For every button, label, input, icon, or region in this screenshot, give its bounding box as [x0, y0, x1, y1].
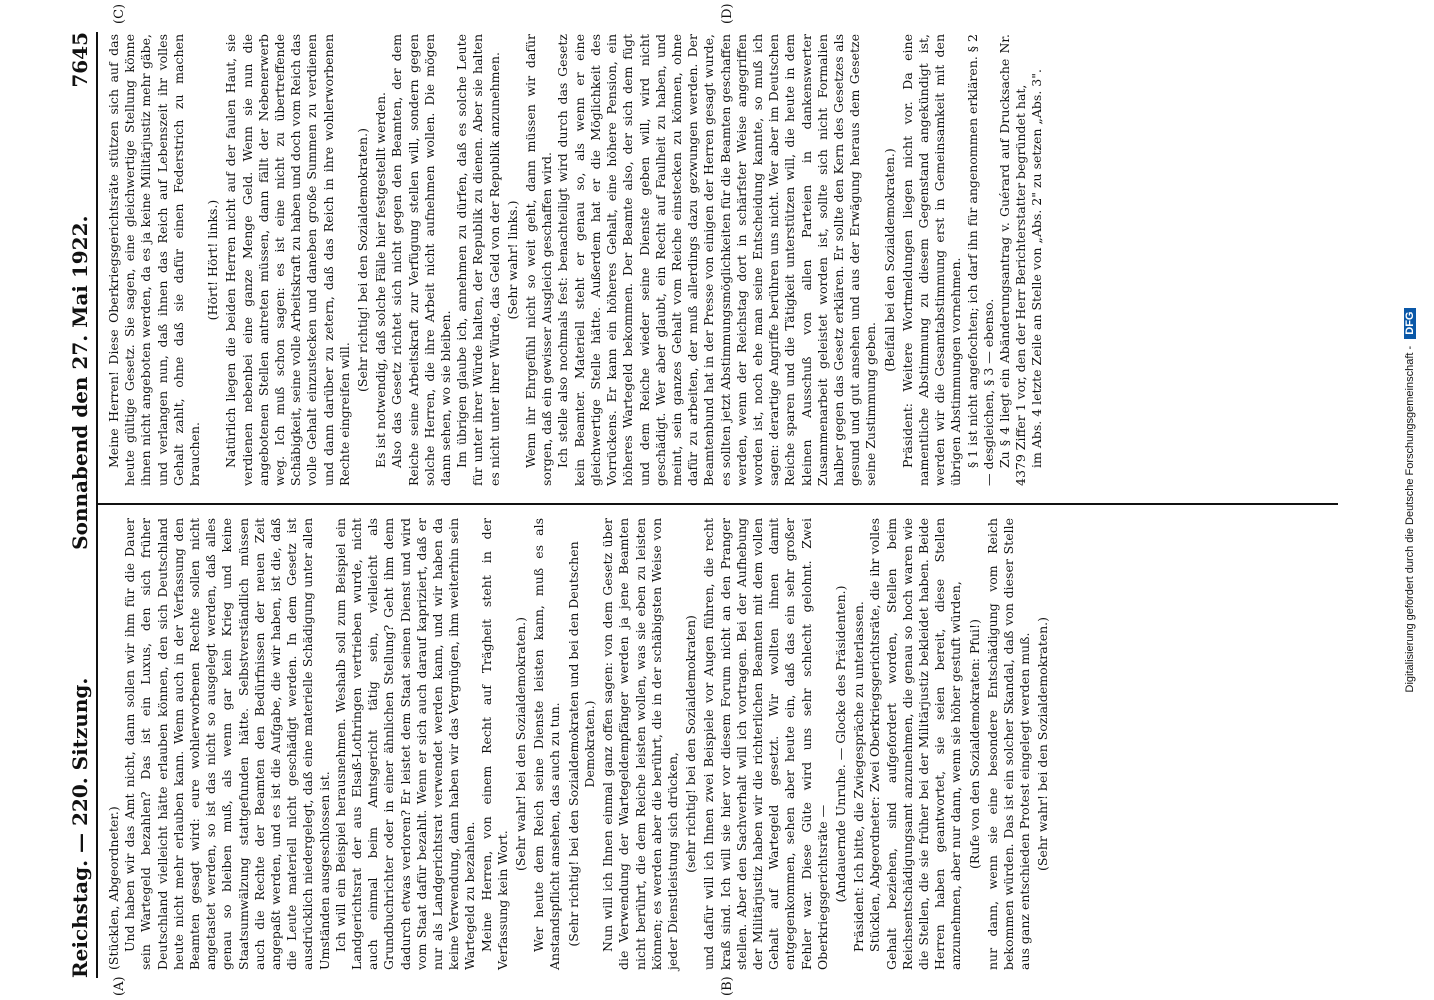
- speaker-continuation: (Stücklen, Abgeordneter.): [106, 806, 121, 970]
- stage-direction: (Sehr richtig! bei den Sozialdemokraten und bei den Deutschen Demokraten.): [565, 541, 597, 947]
- margin-marker-b: (B): [720, 976, 735, 996]
- left-column: [106, 518, 1054, 970]
- paragraph: Also das Gesetz richtet sich nicht gegen den Beamten, der dem Reiche seine Arbeitskraft zur Verfügung stellen will, sondern gegen solche Herren, die ihre Arbeit nicht aufnehmen wollen. Die mögen dann sehen, wo sie bleiben.: [389, 34, 454, 486]
- page-header: [52, 32, 92, 978]
- margin-marker-d: (D): [720, 3, 735, 24]
- stage-direction: (Beifall bei den Sozialdemokraten.): [881, 148, 897, 372]
- paragraph: Im übrigen glaube ich, annehmen zu dürfen, daß es solche Leute für unter ihrer Würde halten, der Republik zu dienen. Aber sie halten es nicht unter ihrer Würde, das Geld von der Republik anzunehmen.: [454, 34, 502, 486]
- margin-marker-c: (C): [112, 3, 127, 24]
- paragraph: und dafür will ich Ihnen zwei Beispiele vor Augen führen, die recht kraß sind. Ich will sie hier vor diesem Forum nicht an den Pranger stellen. Aber den Sachverhalt will ich vortragen. Bei der Aufhebung der Militärjustiz haben wir die richterlichen Beamten mit dem vollen Gehalt auf Wartegeld gesetzt. Wir wollten ihnen damit entgegenkommen, sehen aber heute ein, daß das ein sehr großer Fehler war. Diese Güte wird uns sehr schlecht gelohnt. Zwei Oberkriegsgerichtsräte —: [701, 518, 830, 970]
- paragraph: § 1 ist nicht angefochten; ich darf ihn für angenommen erklären. § 2 — desgleichen, § 3 — ebenso.: [964, 34, 996, 486]
- stage-direction: (Sehr wahr! bei den Sozialdemokraten.): [513, 616, 529, 872]
- header-date: Sonnabend den 27. Mai 1922.: [68, 215, 92, 550]
- paragraph: Ich stelle also nochmals fest: benachteiligt wird durch das Gesetz kein Beamter. Materiell steht er genau so, als wenn er eine gleichwertige Stelle hätte. Außerdem hat er die Möglichkeit des Vorrückens. Er kann ein höheres Gehalt, eine höhere Pension, ein höheres Wartegeld bekommen. Der Beamte also, der sich dem fügt und dem Reiche wieder seine Dienste geben will, wird nicht geschädigt. Wer aber glaubt, ein Recht auf Faulheit zu haben, und meint, sein ganzes Gehalt vom Reiche einstecken zu können, ohne dafür zu arbeiten, der muß allerdings dazu gezwungen werden. Der Beamtenbund hat in der Presse von einigen der Herren gesagt wurde, es sollten jetzt Abstimmungsmöglichkeiten für die Beamten geschaffen werden, wenn der Reichstag dort in schärfster Weise angegriffen worden ist, noch ehe man seine Entscheidung kannte, so muß ich sagen: derartige Angriffe berühren uns nicht. Wer aber im Deutschen Reiche sparen und die Tätigkeit unterstützen will, die heute in dem kleinen Ausschuß von allen Parteien in dankenswerter Zusammenarbeit geleistet worden ist, sollte sich nicht Formalien halber gegen das Gesetz erklären. Er sollte den Kern des Gesetzes als gesund und gut ansehen und aus der Erwägung heraus dem Gesetze seine Zustimmung geben.: [555, 34, 879, 486]
- paragraph: Nun will ich Ihnen einmal ganz offen sagen: von dem Gesetz über die Verwendung der Wartegeldempfänger werden ja jene Beamten nicht berührt, die dem Reiche leisten wollen, was sie eben zu leisten können; es werden aber die berührt, die in der schäbigsten Weise von jeder Dienstleistung sich drücken,: [600, 518, 680, 970]
- president-remark: Präsident: Ich bitte, die Zwiegespräche zu unterlassen.: [851, 601, 867, 952]
- page-number: 7645: [68, 32, 92, 88]
- paragraph: Wenn ihr Ehrgefühl nicht so weit geht, dann müssen wir dafür sorgen, daß ein gewisser Ausgleich geschaffen wird.: [523, 34, 555, 486]
- digitization-text: Digitalisierung gefördert durch die Deutsche Forschungsgemeinschaft -: [1404, 345, 1416, 693]
- paragraph: Wer heute dem Reich seine Dienste leisten kann, muß es als Anstandspflicht ansehen, das auch zu tun.: [531, 518, 563, 970]
- column-rule: [98, 503, 1338, 505]
- dfg-logo: DFG: [1404, 308, 1416, 339]
- stage-direction: (Hört! Hört! links.): [205, 199, 221, 321]
- margin-marker-a: (A): [112, 976, 127, 996]
- speaker-paragraph: Stücklen, Abgeordneter: Zwei Oberkriegsgerichtsräte, die ihr volles Gehalt beziehen, sind aufgefordert worden, Stellen beim Reichsentschädigungsamt anzunehmen, die genau so hoch waren wie die Stellen, die sie früher bei der Militärjustiz bekleidet haben. Beide Herren haben geantwortet, sie seien bereit, diese Stellen anzunehmen, aber nur dann, wenn sie höher gestuft würden,: [867, 518, 964, 970]
- right-column: [106, 34, 1046, 486]
- president-remark: Präsident: Weitere Wortmeldungen liegen nicht vor. Da eine namentliche Abstimmung zu diesem Gegenstand angekündigt ist, werden wir die Gesamtabstimmung erst in Gemeinsamkeit mit den übrigen Abstimmungen vornehmen.: [899, 34, 964, 486]
- paragraph: im Abs. 4 letzte Zeile an Stelle von „Abs. 2" zu setzen „Abs. 3".: [1029, 69, 1045, 468]
- digitization-note: [1404, 0, 1416, 1000]
- stage-direction: (Sehr richtig! bei den Sozialdemokraten.): [355, 128, 371, 392]
- stage-direction: (Andauernde Unruhe. — Glocke des Präsidenten.): [832, 585, 848, 903]
- stage-direction: (Rufe von den Sozialdemokraten: Pfui!): [966, 619, 982, 869]
- stage-direction: (Sehr wahr! bei den Sozialdemokraten.): [1035, 616, 1051, 872]
- stage-direction: (Sehr wahr! links.): [504, 200, 520, 320]
- paragraph: Meine Herren! Diese Oberkriegsgerichtsräte stützen sich auf das heute gültige Gesetz. Sie sagen, eine gleichwertige Stellung könne ihnen nicht angeboten werden, da es ja keine Militärjustiz mehr gäbe, und verlangen nun, daß ihnen das Reich auf Lebenszeit ihr volles Gehalt zahlt, ohne daß sie dafür einen Federstrich zu machen brauchen.: [106, 34, 203, 486]
- paragraph: Natürlich liegen die beiden Herren nicht auf der faulen Haut, sie verdienen nebenbei eine ganze Menge Geld. Wenn sie nun die angebotenen Stellen antreten müssen, dann fällt der Nebenerwerb weg. Ich muß schon sagen: es ist eine nicht zu übertreffende Schäbigkeit, seine volle Arbeitskraft zu haben und doch vom Reich das volle Gehalt einzustecken und daneben große Summen zu verdienen und dann darüber zu zetern, daß das Reich in ihre wohlerworbenen Rechte eingreifen will.: [223, 34, 352, 486]
- paragraph: Zu § 4 liegt ein Abänderungsantrag v. Guérard auf Drucksache Nr. 4379 Ziffer 1 vor, den der Herr Berichterstatter begründet hat,: [996, 34, 1029, 486]
- header-rule: [96, 32, 98, 978]
- stage-direction: (sehr richtig! bei den Sozialdemokraten): [683, 615, 699, 873]
- header-left: Reichstag. — 220. Sitzung.: [68, 677, 92, 978]
- paragraph: Ich will ein Beispiel herausnehmen. Weshalb soll zum Beispiel ein Landgerichtsrat der aus Elsaß-Lothringen vertrieben wurde, nicht auch einmal beim Amtsgericht tätig sein, vielleicht als Grundbuchrichter oder in einer ähnlichen Stellung? Geht ihm denn dadurch etwas verloren? Er leistet dem Staat seinen Dienst und wird vom Staat dafür bezahlt. Wenn er sich auch darauf kapriziert, daß er nur als Landgerichtsrat verwendet werden kann, und wir haben da keine Verwendung, dann haben wir das Vergnügen, ihm weiterhin sein Wartegeld zu bezahlen.: [332, 518, 478, 970]
- paragraph: Es ist notwendig, daß solche Fälle hier festgestellt werden.: [373, 92, 389, 468]
- paragraph: nur dann, wenn sie eine besondere Entschädigung vom Reich bekommen würden. Das ist ein solcher Skandal, daß von dieser Stelle aus ganz entschieden Protest eingelegt werden muß.: [984, 518, 1033, 970]
- paragraph: Meine Herren, von einem Recht auf Trägheit steht in der Verfassung kein Wort.: [478, 518, 510, 970]
- paragraph: Und haben wir das Amt nicht, dann sollen wir ihm für die Dauer sein Wartegeld bezahlen? Das ist ein Luxus, den sich früher Deutschland vielleicht hätte erlauben können, den sich Deutschland heute nicht mehr erlauben kann. Wenn auch in der Verfassung den Beamten gesagt wird: eure wohlerworbenen Rechte sollen nicht angetastet werden, so ist das nicht so ausgelegt werden, daß alles genau so bleiben muß, als wenn gar kein Krieg und keine Staatsumwälzung stattgefunden hätte. Selbstverständlich müssen auch die Rechte der Beamten den Bedürfnissen der neuen Zeit angepaßt werden, und es ist die Aufgabe, die wir haben, ist die, daß die Leute materiell nicht geschädigt werden. In dem Gesetz ist ausdrücklich niedergelegt, daß eine materielle Schädigung unter allen Umständen ausgeschlossen ist.: [122, 518, 332, 970]
